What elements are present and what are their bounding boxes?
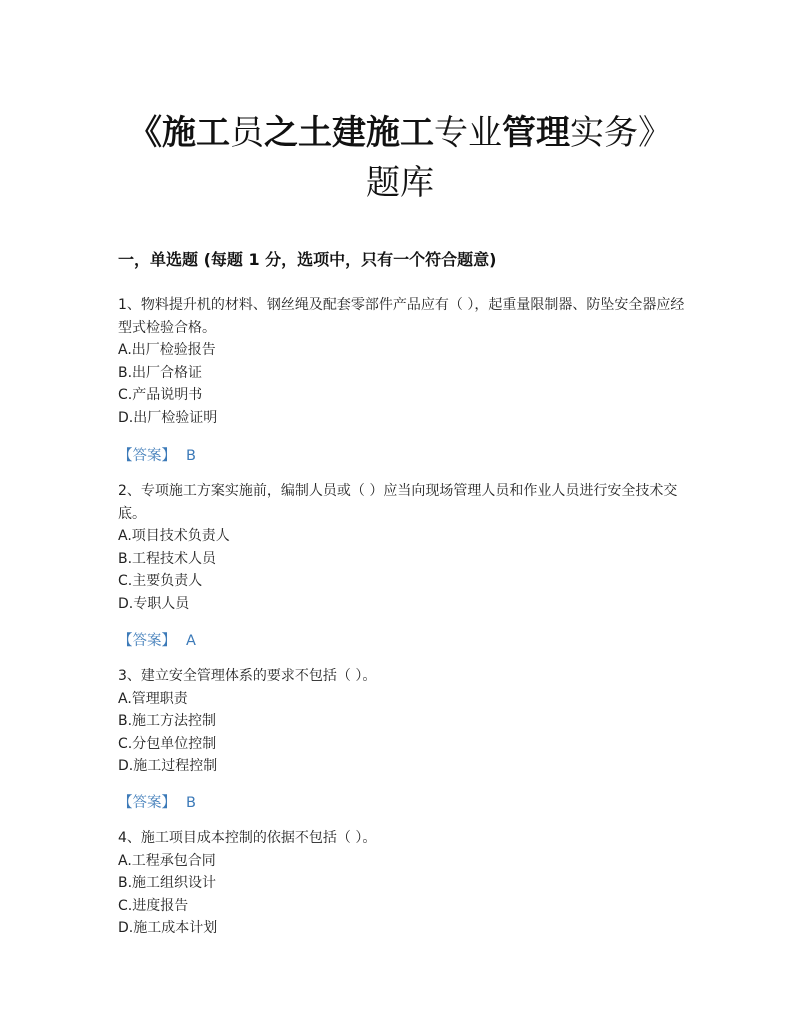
title-line-2: 题库 — [366, 163, 434, 203]
question-4 — [118, 827, 688, 940]
question-stem: 3、建立安全管理体系的要求不包括（ ）。 — [118, 668, 377, 684]
question-2 — [118, 480, 688, 615]
option-a: A.管理职责 — [118, 690, 188, 707]
question-3 — [118, 665, 688, 778]
answer-1 — [118, 444, 196, 465]
option-a: A.项目技术负责人 — [118, 528, 230, 544]
answer-label: 【答案】 — [118, 633, 176, 649]
option-b: B.施工组织设计 — [118, 875, 217, 891]
option-c: C.分包单位控制 — [118, 735, 217, 752]
option-d: D.专职人员 — [118, 595, 190, 612]
title-part: 专业 — [434, 113, 502, 153]
option-d: D.施工成本计划 — [118, 920, 218, 936]
title-part: 《施工 — [128, 113, 230, 153]
title-part: 实务》 — [570, 113, 672, 153]
question-stem: 4、施工项目成本控制的依据不包括（ ）。 — [118, 830, 377, 846]
option-b: B.施工方法控制 — [118, 713, 217, 729]
option-b: B.出厂合格证 — [118, 364, 203, 381]
answer-3 — [118, 791, 196, 812]
answer-value: A — [186, 633, 196, 649]
title-part: 管理 — [502, 113, 570, 153]
option-c: C.产品说明书 — [118, 387, 203, 403]
option-d: D.出厂检验证明 — [118, 409, 218, 426]
answer-2 — [118, 629, 196, 650]
option-d: D.施工过程控制 — [118, 758, 218, 774]
answer-value: B — [186, 448, 196, 464]
option-a: A.出厂检验报告 — [118, 342, 216, 358]
answer-label: 【答案】 — [118, 448, 176, 464]
option-c: C.进度报告 — [118, 897, 189, 914]
title-part: 之土建施工 — [264, 113, 434, 153]
option-b: B.工程技术人员 — [118, 550, 217, 567]
question-1 — [118, 294, 688, 429]
option-a: A.工程承包合同 — [118, 852, 216, 869]
document-title — [0, 108, 800, 208]
answer-label: 【答案】 — [118, 795, 176, 811]
answer-value: B — [186, 795, 196, 811]
question-stem: 2、专项施工方案实施前，编制人员或（ ）应当向现场管理人员和作业人员进行安全技术交底。 — [118, 483, 678, 522]
title-line-1 — [0, 108, 800, 158]
option-c: C.主要负责人 — [118, 573, 203, 589]
section-heading: 一，单选题 (每题 1 分，选项中，只有一个符合题意) — [118, 250, 497, 269]
title-part: 员 — [230, 113, 264, 153]
question-stem: 1、物料提升机的材料、钢丝绳及配套零部件产品应有（ ），起重量限制器、防坠安全器应经型式检验合格。 — [118, 297, 685, 336]
